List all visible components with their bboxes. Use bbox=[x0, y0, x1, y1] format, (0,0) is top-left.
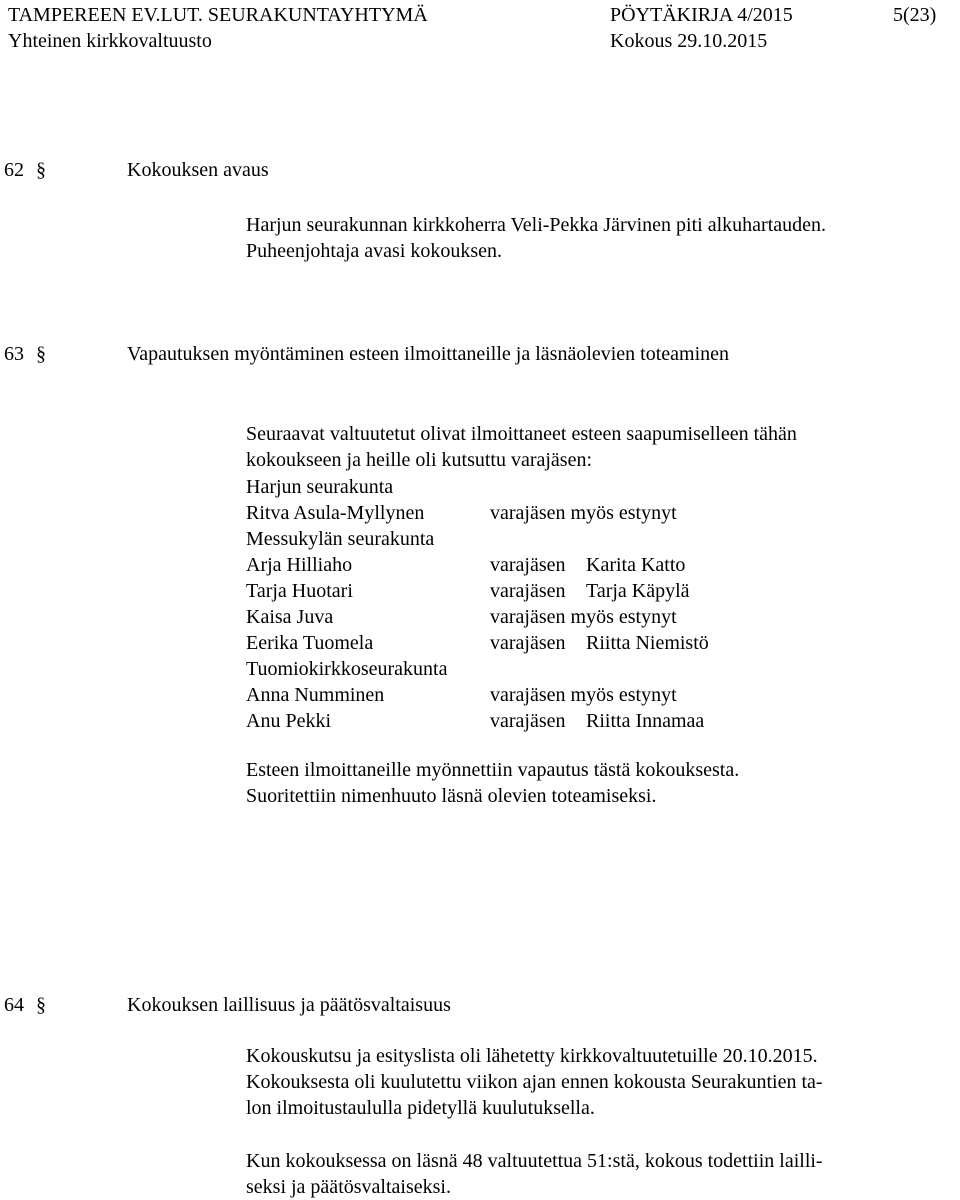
paragraph-line: Esteen ilmoittaneille myönnettiin vapautus tästä kokouksesta. bbox=[246, 759, 740, 781]
section-sign: § bbox=[36, 994, 46, 1016]
cell-role: varajäsen myös estynyt bbox=[490, 502, 677, 524]
cell-role: varajäsen bbox=[490, 632, 566, 654]
header-page-number: 5(23) bbox=[893, 4, 937, 26]
section-number: 64 bbox=[4, 994, 24, 1016]
paragraph-line: Kokouskutsu ja esityslista oli lähetetty kirkkovaltuutetuille 20.10.2015. bbox=[246, 1045, 818, 1067]
section-sign: § bbox=[36, 343, 46, 365]
section-title: Kokouksen avaus bbox=[127, 159, 269, 181]
section-sign: § bbox=[36, 159, 46, 181]
cell-name: Tarja Huotari bbox=[246, 580, 353, 602]
header-body: Yhteinen kirkkovaltuusto bbox=[8, 30, 212, 52]
paragraph-line: Seuraavat valtuutetut olivat ilmoittaneet esteen saapumiselleen tähän bbox=[246, 423, 797, 445]
header-organization: TAMPEREEN EV.LUT. SEURAKUNTAYHTYMÄ bbox=[8, 4, 428, 26]
cell-role: varajäsen bbox=[490, 554, 566, 576]
cell-name: Tuomiokirkkoseurakunta bbox=[246, 658, 448, 680]
paragraph-line: Kokouksesta oli kuulutettu viikon ajan ennen kokousta Seurakuntien ta- bbox=[246, 1071, 823, 1093]
header-meeting-date: Kokous 29.10.2015 bbox=[610, 30, 768, 52]
paragraph-line: kokoukseen ja heille oli kutsuttu varajäsen: bbox=[246, 449, 593, 471]
cell-name: Kaisa Juva bbox=[246, 606, 334, 628]
cell-role: varajäsen bbox=[490, 580, 566, 602]
cell-role: varajäsen myös estynyt bbox=[490, 606, 677, 628]
cell-name: Arja Hilliaho bbox=[246, 554, 353, 576]
cell-substitute: Karita Katto bbox=[586, 554, 686, 576]
cell-name: Harjun seurakunta bbox=[246, 476, 394, 498]
cell-name: Anna Numminen bbox=[246, 684, 385, 706]
section-number: 62 bbox=[4, 159, 24, 181]
paragraph-line: Harjun seurakunnan kirkkoherra Veli-Pekka Järvinen piti alkuhartauden. bbox=[246, 214, 826, 236]
paragraph-line: Suoritettiin nimenhuuto läsnä olevien toteamiseksi. bbox=[246, 785, 657, 807]
cell-name: Eerika Tuomela bbox=[246, 632, 374, 654]
paragraph-line: seksi ja päätösvaltaiseksi. bbox=[246, 1176, 451, 1198]
cell-substitute: Riitta Innamaa bbox=[586, 710, 705, 732]
cell-name: Ritva Asula-Myllynen bbox=[246, 502, 425, 524]
cell-role: varajäsen myös estynyt bbox=[490, 684, 677, 706]
section-title: Vapautuksen myöntäminen esteen ilmoittaneille ja läsnäolevien toteaminen bbox=[127, 343, 730, 365]
paragraph-line: lon ilmoitustaululla pidetyllä kuulutuksella. bbox=[246, 1097, 595, 1119]
cell-name: Anu Pekki bbox=[246, 710, 331, 732]
section-number: 63 bbox=[4, 343, 24, 365]
paragraph-line: Puheenjohtaja avasi kokouksen. bbox=[246, 240, 503, 262]
paragraph-line: Kun kokouksessa on läsnä 48 valtuutettua 51:stä, kokous todettiin lailli- bbox=[246, 1150, 823, 1172]
cell-role: varajäsen bbox=[490, 710, 566, 732]
header-document-title: PÖYTÄKIRJA 4/2015 bbox=[610, 4, 793, 26]
cell-substitute: Tarja Käpylä bbox=[586, 580, 690, 602]
cell-substitute: Riitta Niemistö bbox=[586, 632, 709, 654]
section-title: Kokouksen laillisuus ja päätösvaltaisuus bbox=[127, 994, 451, 1016]
cell-name: Messukylän seurakunta bbox=[246, 528, 435, 550]
